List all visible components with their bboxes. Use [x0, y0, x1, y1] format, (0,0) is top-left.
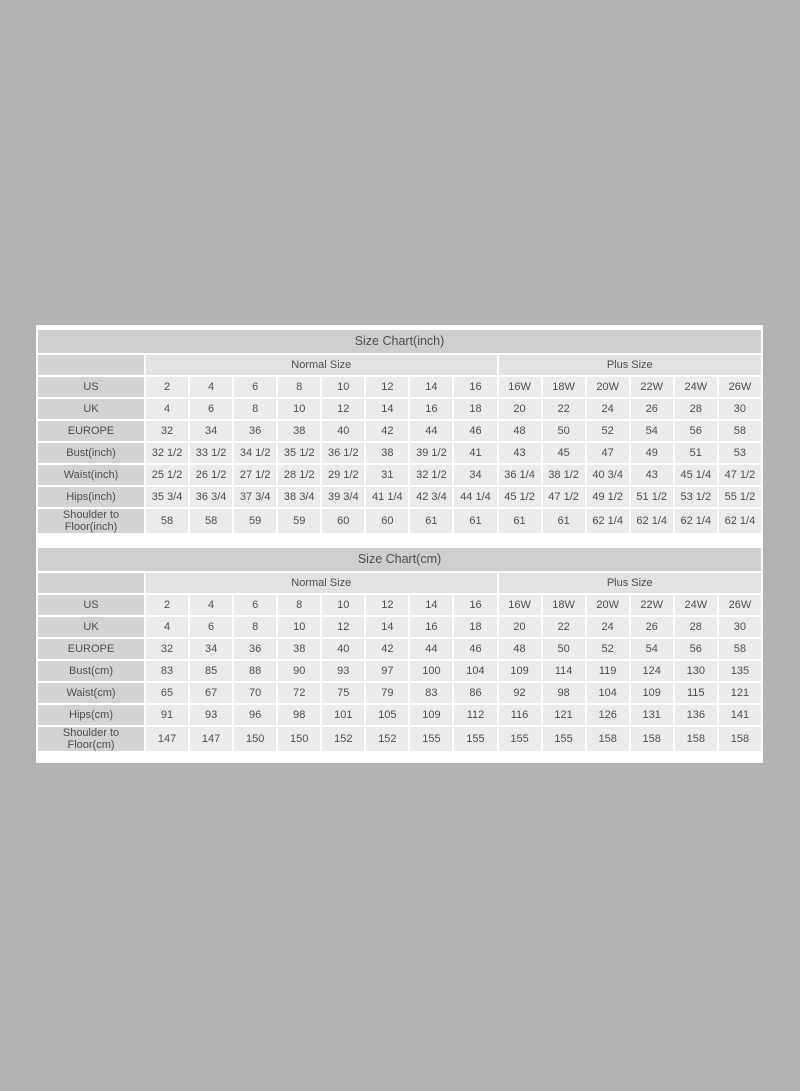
size-value-cell: 18 — [454, 399, 496, 419]
size-value-cell: 4 — [190, 377, 232, 397]
size-value-cell: 70 — [234, 683, 276, 703]
table-row — [38, 487, 761, 507]
size-value-cell: 88 — [234, 661, 276, 681]
size-value-cell: 112 — [454, 705, 496, 725]
size-value-cell: 124 — [631, 661, 673, 681]
size-value-cell: 42 — [366, 639, 408, 659]
size-value-cell: 4 — [146, 617, 188, 637]
size-value-cell: 44 — [410, 639, 452, 659]
size-value-cell: 109 — [410, 705, 452, 725]
size-value-cell: 43 — [499, 443, 541, 463]
size-value-cell: 158 — [719, 727, 761, 751]
size-value-cell: 47 1/2 — [543, 487, 585, 507]
size-value-cell: 36 3/4 — [190, 487, 232, 507]
size-value-cell: 38 3/4 — [278, 487, 320, 507]
table-row — [38, 509, 761, 533]
size-value-cell: 43 — [631, 465, 673, 485]
size-value-cell: 14 — [366, 617, 408, 637]
size-value-cell: 109 — [631, 683, 673, 703]
size-value-cell: 136 — [675, 705, 717, 725]
size-value-cell: 4 — [146, 399, 188, 419]
size-value-cell: 36 — [234, 421, 276, 441]
size-value-cell: 8 — [234, 399, 276, 419]
size-value-cell: 28 1/2 — [278, 465, 320, 485]
size-value-cell: 32 1/2 — [146, 443, 188, 463]
table-row — [38, 595, 761, 615]
size-chart-inch-title: Size Chart(inch) — [38, 330, 761, 353]
size-value-cell: 26W — [719, 377, 761, 397]
size-value-cell: 37 3/4 — [234, 487, 276, 507]
group-header-cell: Plus Size — [499, 573, 762, 593]
size-value-cell: 34 — [190, 421, 232, 441]
size-value-cell: 119 — [587, 661, 629, 681]
size-value-cell: 114 — [543, 661, 585, 681]
size-value-cell: 116 — [499, 705, 541, 725]
size-value-cell: 46 — [454, 421, 496, 441]
row-label: Waist(cm) — [38, 683, 144, 703]
size-value-cell: 155 — [543, 727, 585, 751]
size-value-cell: 12 — [322, 399, 364, 419]
size-value-cell: 40 — [322, 639, 364, 659]
size-value-cell: 104 — [587, 683, 629, 703]
row-label: US — [38, 377, 144, 397]
size-value-cell: 92 — [499, 683, 541, 703]
size-value-cell: 33 1/2 — [190, 443, 232, 463]
size-chart-cm-table — [36, 571, 763, 753]
size-value-cell: 141 — [719, 705, 761, 725]
size-value-cell: 32 — [146, 639, 188, 659]
size-value-cell: 85 — [190, 661, 232, 681]
size-value-cell: 121 — [543, 705, 585, 725]
size-value-cell: 26 — [631, 399, 673, 419]
size-value-cell: 75 — [322, 683, 364, 703]
size-value-cell: 131 — [631, 705, 673, 725]
size-value-cell: 22 — [543, 399, 585, 419]
size-value-cell: 36 — [234, 639, 276, 659]
size-value-cell: 109 — [499, 661, 541, 681]
size-value-cell: 62 1/4 — [719, 509, 761, 533]
row-label: EUROPE — [38, 639, 144, 659]
size-value-cell: 49 1/2 — [587, 487, 629, 507]
size-value-cell: 26W — [719, 595, 761, 615]
size-value-cell: 46 — [454, 639, 496, 659]
size-value-cell: 86 — [454, 683, 496, 703]
size-chart-inch-block — [36, 330, 763, 535]
size-value-cell: 22W — [631, 595, 673, 615]
size-value-cell: 20 — [499, 399, 541, 419]
size-value-cell: 59 — [278, 509, 320, 533]
size-value-cell: 150 — [234, 727, 276, 751]
size-value-cell: 8 — [278, 377, 320, 397]
size-value-cell: 97 — [366, 661, 408, 681]
size-value-cell: 26 — [631, 617, 673, 637]
row-label: Bust(cm) — [38, 661, 144, 681]
size-value-cell: 45 — [543, 443, 585, 463]
size-value-cell: 2 — [146, 595, 188, 615]
size-value-cell: 12 — [322, 617, 364, 637]
group-header-cell: Normal Size — [146, 573, 497, 593]
size-value-cell: 96 — [234, 705, 276, 725]
row-label: Bust(inch) — [38, 443, 144, 463]
size-value-cell: 62 1/4 — [631, 509, 673, 533]
size-value-cell: 50 — [543, 421, 585, 441]
size-value-cell: 24 — [587, 399, 629, 419]
size-value-cell: 26 1/2 — [190, 465, 232, 485]
size-value-cell: 18W — [543, 595, 585, 615]
size-value-cell: 105 — [366, 705, 408, 725]
size-value-cell: 25 1/2 — [146, 465, 188, 485]
size-value-cell: 14 — [410, 377, 452, 397]
size-value-cell: 150 — [278, 727, 320, 751]
size-value-cell: 59 — [234, 509, 276, 533]
size-value-cell: 14 — [366, 399, 408, 419]
size-value-cell: 155 — [499, 727, 541, 751]
size-value-cell: 32 1/2 — [410, 465, 452, 485]
size-value-cell: 72 — [278, 683, 320, 703]
size-value-cell: 121 — [719, 683, 761, 703]
group-header-row — [38, 573, 761, 593]
size-value-cell: 6 — [234, 595, 276, 615]
corner-cell — [38, 573, 144, 593]
size-value-cell: 34 1/2 — [234, 443, 276, 463]
size-value-cell: 41 1/4 — [366, 487, 408, 507]
size-value-cell: 6 — [234, 377, 276, 397]
size-value-cell: 98 — [278, 705, 320, 725]
size-chart-inch-table — [36, 353, 763, 535]
size-value-cell: 34 — [454, 465, 496, 485]
size-value-cell: 55 1/2 — [719, 487, 761, 507]
size-value-cell: 48 — [499, 639, 541, 659]
size-value-cell: 20W — [587, 595, 629, 615]
size-value-cell: 8 — [234, 617, 276, 637]
size-value-cell: 41 — [454, 443, 496, 463]
size-value-cell: 27 1/2 — [234, 465, 276, 485]
size-value-cell: 135 — [719, 661, 761, 681]
size-value-cell: 65 — [146, 683, 188, 703]
size-value-cell: 58 — [719, 421, 761, 441]
size-value-cell: 20W — [587, 377, 629, 397]
size-value-cell: 6 — [190, 399, 232, 419]
size-value-cell: 54 — [631, 421, 673, 441]
size-value-cell: 61 — [410, 509, 452, 533]
table-row — [38, 421, 761, 441]
size-value-cell: 16W — [499, 595, 541, 615]
size-value-cell: 158 — [587, 727, 629, 751]
size-value-cell: 34 — [190, 639, 232, 659]
size-value-cell: 36 1/2 — [322, 443, 364, 463]
size-value-cell: 10 — [278, 399, 320, 419]
size-value-cell: 28 — [675, 617, 717, 637]
size-value-cell: 61 — [454, 509, 496, 533]
size-value-cell: 115 — [675, 683, 717, 703]
table-row — [38, 639, 761, 659]
size-value-cell: 155 — [454, 727, 496, 751]
table-row — [38, 399, 761, 419]
size-value-cell: 32 — [146, 421, 188, 441]
size-value-cell: 38 — [366, 443, 408, 463]
size-value-cell: 10 — [322, 595, 364, 615]
size-value-cell: 36 1/4 — [499, 465, 541, 485]
row-label: US — [38, 595, 144, 615]
size-value-cell: 53 1/2 — [675, 487, 717, 507]
size-value-cell: 16 — [454, 595, 496, 615]
size-value-cell: 98 — [543, 683, 585, 703]
table-row — [38, 661, 761, 681]
group-header-cell: Normal Size — [146, 355, 497, 375]
size-value-cell: 16 — [410, 617, 452, 637]
size-value-cell: 158 — [675, 727, 717, 751]
size-value-cell: 152 — [366, 727, 408, 751]
size-value-cell: 30 — [719, 399, 761, 419]
size-value-cell: 152 — [322, 727, 364, 751]
table-row — [38, 377, 761, 397]
table-row — [38, 705, 761, 725]
size-value-cell: 61 — [499, 509, 541, 533]
size-value-cell: 12 — [366, 595, 408, 615]
size-value-cell: 90 — [278, 661, 320, 681]
group-header-cell: Plus Size — [499, 355, 762, 375]
size-value-cell: 10 — [322, 377, 364, 397]
row-label: UK — [38, 617, 144, 637]
size-value-cell: 18W — [543, 377, 585, 397]
size-value-cell: 16 — [410, 399, 452, 419]
size-chart-cm-block — [36, 548, 763, 753]
size-value-cell: 62 1/4 — [675, 509, 717, 533]
group-header-row — [38, 355, 761, 375]
size-value-cell: 147 — [146, 727, 188, 751]
size-value-cell: 54 — [631, 639, 673, 659]
size-value-cell: 130 — [675, 661, 717, 681]
size-value-cell: 51 — [675, 443, 717, 463]
size-value-cell: 38 — [278, 639, 320, 659]
size-value-cell: 52 — [587, 421, 629, 441]
size-value-cell: 67 — [190, 683, 232, 703]
size-value-cell: 104 — [454, 661, 496, 681]
size-value-cell: 58 — [719, 639, 761, 659]
size-value-cell: 93 — [322, 661, 364, 681]
size-value-cell: 51 1/2 — [631, 487, 673, 507]
table-row — [38, 683, 761, 703]
size-value-cell: 83 — [146, 661, 188, 681]
size-value-cell: 22W — [631, 377, 673, 397]
size-value-cell: 50 — [543, 639, 585, 659]
size-value-cell: 60 — [322, 509, 364, 533]
size-value-cell: 16W — [499, 377, 541, 397]
size-value-cell: 47 — [587, 443, 629, 463]
size-value-cell: 39 3/4 — [322, 487, 364, 507]
size-value-cell: 12 — [366, 377, 408, 397]
size-value-cell: 42 — [366, 421, 408, 441]
size-value-cell: 30 — [719, 617, 761, 637]
size-value-cell: 38 — [278, 421, 320, 441]
size-value-cell: 16 — [454, 377, 496, 397]
size-value-cell: 101 — [322, 705, 364, 725]
size-value-cell: 24W — [675, 595, 717, 615]
size-value-cell: 10 — [278, 617, 320, 637]
size-value-cell: 28 — [675, 399, 717, 419]
size-value-cell: 56 — [675, 639, 717, 659]
size-value-cell: 60 — [366, 509, 408, 533]
size-value-cell: 48 — [499, 421, 541, 441]
size-value-cell: 44 1/4 — [454, 487, 496, 507]
size-value-cell: 45 1/4 — [675, 465, 717, 485]
row-label: Hips(cm) — [38, 705, 144, 725]
size-value-cell: 29 1/2 — [322, 465, 364, 485]
size-value-cell: 49 — [631, 443, 673, 463]
size-value-cell: 93 — [190, 705, 232, 725]
size-value-cell: 44 — [410, 421, 452, 441]
size-chart-panel — [36, 325, 763, 763]
size-value-cell: 4 — [190, 595, 232, 615]
size-value-cell: 35 1/2 — [278, 443, 320, 463]
size-value-cell: 83 — [410, 683, 452, 703]
size-value-cell: 40 3/4 — [587, 465, 629, 485]
size-value-cell: 61 — [543, 509, 585, 533]
size-value-cell: 20 — [499, 617, 541, 637]
size-chart-cm-title: Size Chart(cm) — [38, 548, 761, 571]
row-label: UK — [38, 399, 144, 419]
size-value-cell: 8 — [278, 595, 320, 615]
table-row — [38, 617, 761, 637]
size-value-cell: 35 3/4 — [146, 487, 188, 507]
size-value-cell: 58 — [190, 509, 232, 533]
size-value-cell: 91 — [146, 705, 188, 725]
size-value-cell: 2 — [146, 377, 188, 397]
size-value-cell: 24W — [675, 377, 717, 397]
row-label: EUROPE — [38, 421, 144, 441]
size-value-cell: 42 3/4 — [410, 487, 452, 507]
size-value-cell: 14 — [410, 595, 452, 615]
table-row — [38, 465, 761, 485]
size-value-cell: 31 — [366, 465, 408, 485]
size-value-cell: 47 1/2 — [719, 465, 761, 485]
row-label: Shoulder to Floor(inch) — [38, 509, 144, 533]
size-value-cell: 79 — [366, 683, 408, 703]
size-value-cell: 58 — [146, 509, 188, 533]
size-value-cell: 147 — [190, 727, 232, 751]
table-row — [38, 443, 761, 463]
size-value-cell: 155 — [410, 727, 452, 751]
size-value-cell: 45 1/2 — [499, 487, 541, 507]
size-value-cell: 52 — [587, 639, 629, 659]
size-value-cell: 40 — [322, 421, 364, 441]
size-value-cell: 24 — [587, 617, 629, 637]
table-row — [38, 727, 761, 751]
size-value-cell: 100 — [410, 661, 452, 681]
row-label: Hips(inch) — [38, 487, 144, 507]
size-value-cell: 158 — [631, 727, 673, 751]
corner-cell — [38, 355, 144, 375]
size-value-cell: 39 1/2 — [410, 443, 452, 463]
size-value-cell: 18 — [454, 617, 496, 637]
row-label: Shoulder to Floor(cm) — [38, 727, 144, 751]
size-value-cell: 53 — [719, 443, 761, 463]
size-value-cell: 56 — [675, 421, 717, 441]
size-value-cell: 6 — [190, 617, 232, 637]
size-value-cell: 38 1/2 — [543, 465, 585, 485]
row-label: Waist(inch) — [38, 465, 144, 485]
size-value-cell: 62 1/4 — [587, 509, 629, 533]
size-value-cell: 126 — [587, 705, 629, 725]
size-value-cell: 22 — [543, 617, 585, 637]
